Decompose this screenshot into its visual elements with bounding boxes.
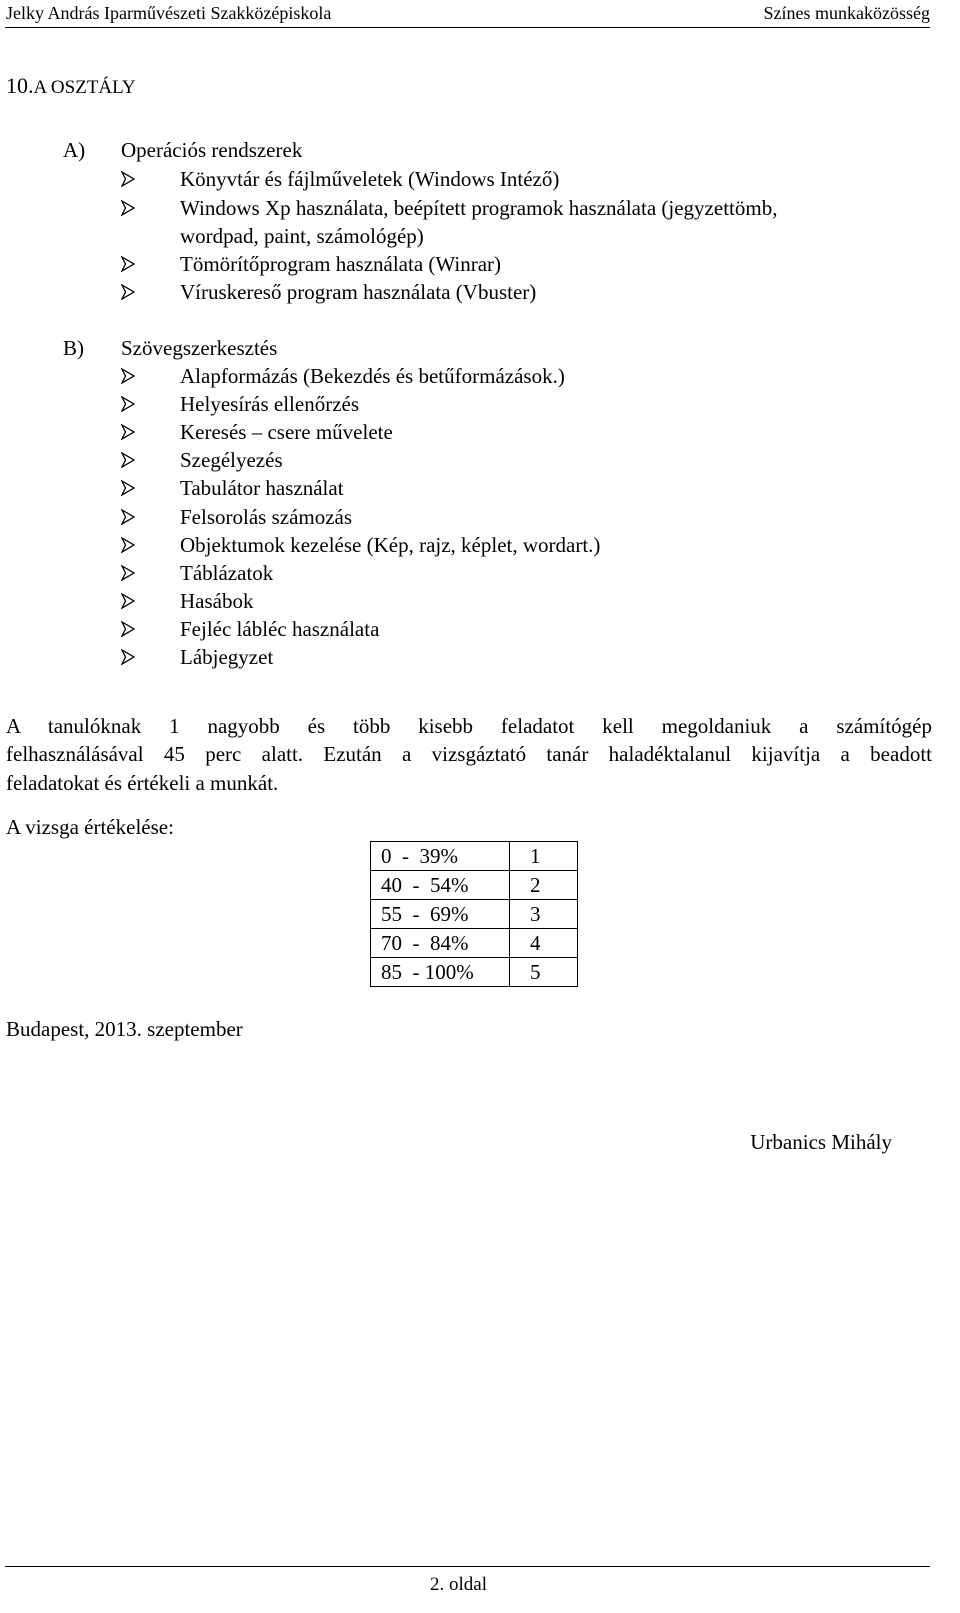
footer-rule (5, 1566, 930, 1567)
paragraph-line: felhasználásával 45 perc alatt. Ezután a vizsgáztató tanár haladéktalanul kijavítja a beadott (6, 742, 932, 767)
list-item: Fejléc lábléc használata (180, 617, 380, 641)
paragraph-line: feladatokat és értékeli a munkát. (6, 770, 279, 795)
bullet-arrow-icon (121, 392, 135, 417)
title-number: 10. (6, 73, 34, 98)
bullet-arrow-icon (121, 589, 135, 614)
bullet-arrow-icon (121, 533, 135, 558)
header-school: Jelky András Iparművészeti Szakközépiskola (6, 3, 332, 23)
bullet-arrow-icon (121, 280, 135, 305)
list-item: Objektumok kezelése (Kép, rajz, képlet, wordart.) (180, 533, 601, 557)
range-cell: 70 - 84% (371, 929, 510, 958)
header-rule (5, 27, 930, 28)
section-b-title: Szövegszerkesztés (121, 336, 278, 360)
list-item: Alapformázás (Bekezdés és betűformázások.) (180, 364, 565, 388)
bullet-arrow-icon (121, 252, 135, 277)
table-row (371, 900, 578, 929)
header-department: Színes munkaközösség (763, 3, 930, 23)
grade-cell: 1 (510, 842, 578, 871)
table-row (371, 842, 578, 871)
list-item: Hasábok (180, 589, 254, 613)
section-b-letter: B) (63, 336, 84, 360)
table-row (371, 871, 578, 900)
page-number: 2. oldal (430, 1574, 487, 1595)
list-item: Könyvtár és fájlműveletek (Windows Intéző) (180, 167, 560, 191)
grading-table (370, 841, 578, 987)
bullet-arrow-icon (121, 448, 135, 473)
paragraph-line: A tanulóknak 1 nagyobb és több kisebb feladatot kell megoldaniuk a számítógép (6, 714, 932, 738)
list-item: Keresés – csere művelete (180, 420, 393, 444)
list-item-continuation: wordpad, paint, számológép) (180, 224, 424, 248)
bullet-arrow-icon (121, 196, 135, 221)
grade-cell: 5 (510, 958, 578, 987)
grade-cell: 3 (510, 900, 578, 929)
list-item: Windows Xp használata, beépített programok használata (jegyzettömb, (180, 196, 778, 220)
table-row (371, 958, 578, 987)
list-item: Felsorolás számozás (180, 505, 353, 529)
bullet-arrow-icon (121, 505, 135, 530)
page-title (6, 73, 136, 99)
exam-description (6, 712, 932, 797)
list-item: Helyesírás ellenőrzés (180, 392, 360, 416)
table-row (371, 929, 578, 958)
list-item: Lábjegyzet (180, 645, 274, 669)
list-item: Táblázatok (180, 561, 274, 585)
bullet-arrow-icon (121, 420, 135, 445)
range-cell: 0 - 39% (371, 842, 510, 871)
range-cell: 40 - 54% (371, 871, 510, 900)
range-cell: 55 - 69% (371, 900, 510, 929)
range-cell: 85 - 100% (371, 958, 510, 987)
grade-cell: 2 (510, 871, 578, 900)
section-a-title: Operációs rendszerek (121, 138, 303, 162)
bullet-arrow-icon (121, 167, 135, 192)
list-item: Tömörítőprogram használata (Winrar) (180, 252, 502, 276)
title-text: A OSZTÁLY (33, 77, 136, 98)
grading-label: A vizsga értékelése: (6, 815, 174, 839)
list-item: Tabulátor használat (180, 476, 344, 500)
bullet-arrow-icon (121, 561, 135, 586)
list-item: Szegélyezés (180, 448, 283, 472)
bullet-arrow-icon (121, 364, 135, 389)
place-date: Budapest, 2013. szeptember (6, 1017, 243, 1041)
grade-cell: 4 (510, 929, 578, 958)
bullet-arrow-icon (121, 645, 135, 670)
list-item: Víruskereső program használata (Vbuster) (180, 280, 537, 304)
section-a-letter: A) (63, 138, 86, 162)
bullet-arrow-icon (121, 476, 135, 501)
signer-name: Urbanics Mihály (750, 1130, 892, 1154)
bullet-arrow-icon (121, 617, 135, 642)
